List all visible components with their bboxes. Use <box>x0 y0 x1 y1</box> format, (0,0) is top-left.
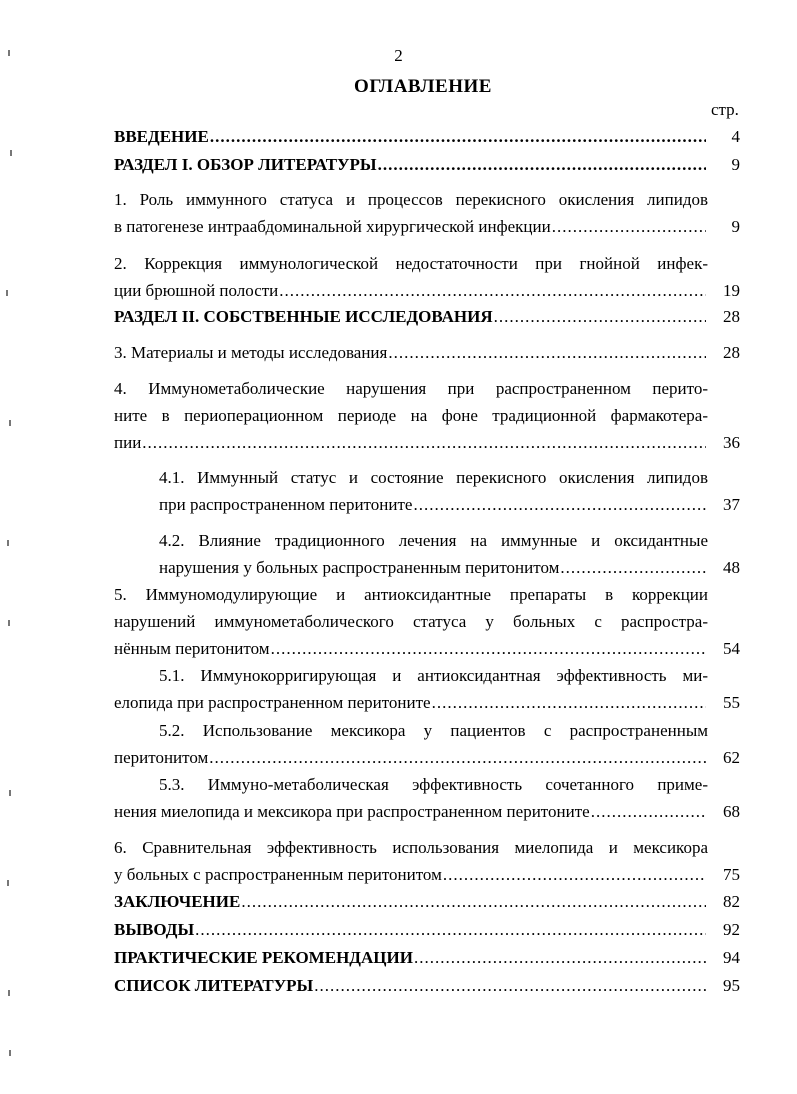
dot-leader <box>432 691 706 715</box>
toc-entry-text: ПРАКТИЧЕСКИЕ РЕКОМЕНДАЦИИ <box>114 948 413 967</box>
toc-entry-page: 92 <box>723 920 740 939</box>
toc-entry-page: 94 <box>723 948 740 967</box>
toc-entry-text: пии <box>114 433 142 452</box>
toc-entry-page: 9 <box>731 155 740 174</box>
toc-entry-text: 3. Материалы и методы исследования <box>114 343 388 362</box>
toc-entry-ch2-line1: 2. Коррекция иммунологической недостаточности при гнойной инфек- <box>114 254 708 273</box>
toc-entry-text: нарушения у больных распространенным перитонитом <box>159 558 560 577</box>
toc-entry-text: ЗАКЛЮЧЕНИЕ <box>114 892 241 911</box>
dot-leader <box>279 279 706 303</box>
toc-entry-ch1-line1: 1. Роль иммунного статуса и процессов перекисного окисления липидов <box>114 190 708 209</box>
toc-entry-findings <box>114 918 740 942</box>
dot-leader <box>560 556 706 580</box>
toc-entry-section-2 <box>114 305 740 329</box>
dot-leader <box>591 800 706 824</box>
toc-entry-ch5-3-line1: 5.3. Иммуно-метаболическая эффективность сочетанного приме- <box>159 775 708 794</box>
toc-entry-text: РАЗДЕЛ I. ОБЗОР ЛИТЕРАТУРЫ <box>114 155 377 174</box>
toc-entry-page: 48 <box>723 558 740 577</box>
page-number: 2 <box>394 46 403 65</box>
toc-entry-text: у больных с распространенным перитонитом <box>114 865 442 884</box>
toc-entry-ch4-2-line2 <box>159 556 740 580</box>
page-column-label: стр. <box>711 100 739 119</box>
toc-entry-text: ВЫВОДЫ <box>114 920 195 939</box>
dot-leader <box>142 431 706 455</box>
toc-entry-page: 55 <box>723 693 740 712</box>
toc-entry-text: елопида при распространенном перитоните <box>114 693 431 712</box>
toc-entry-text: ВВЕДЕНИЕ <box>114 127 209 146</box>
toc-entry-intro <box>114 125 740 149</box>
toc-entry-page: 9 <box>731 217 740 236</box>
toc-entry-page: 4 <box>731 127 740 146</box>
toc-entry-ch4-line1: 4. Иммунометаболические нарушения при распространенном перито- <box>114 379 708 398</box>
dot-leader <box>209 746 706 770</box>
toc-entry-ch5-2-line2 <box>114 746 740 770</box>
dot-leader <box>494 305 706 329</box>
toc-entry-ch6-line2 <box>114 863 740 887</box>
dot-leader <box>552 215 706 239</box>
toc-entry-page: 37 <box>723 495 740 514</box>
toc-entry-ch5-1-line1: 5.1. Иммунокорригирующая и антиоксидантная эффективность ми- <box>159 666 708 685</box>
toc-entry-page: 28 <box>723 307 740 326</box>
page-title: ОГЛАВЛЕНИЕ <box>354 76 492 97</box>
dot-leader <box>314 974 706 998</box>
toc-entry-ch1-line2 <box>114 215 740 239</box>
toc-entry-text: в патогенезе интраабдоминальной хирургической инфекции <box>114 217 551 236</box>
toc-entry-page: 36 <box>723 433 740 452</box>
toc-entry-text: нения миелопида и мексикора при распространенном перитоните <box>114 802 590 821</box>
toc-entry-page: 19 <box>723 281 740 300</box>
toc-entry-text: СПИСОК ЛИТЕРАТУРЫ <box>114 976 314 995</box>
toc-entry-text: перитонитом <box>114 748 209 767</box>
toc-entry-ch5-2-line1: 5.2. Использование мексикора у пациентов с распространенным <box>159 721 708 740</box>
toc-entry-text: нённым перитонитом <box>114 639 270 658</box>
toc-entry-recommendations <box>114 946 740 970</box>
toc-entry-page: 82 <box>723 892 740 911</box>
toc-entry-ch5-3-line2 <box>114 800 740 824</box>
toc-entry-page: 68 <box>723 802 740 821</box>
toc-entry-page: 95 <box>723 976 740 995</box>
toc-entry-conclusion <box>114 890 740 914</box>
toc-entry-text: ции брюшной полости <box>114 281 279 300</box>
toc-entry-ch5-line3 <box>114 637 740 661</box>
dot-leader <box>271 637 706 661</box>
toc-entry-page: 62 <box>723 748 740 767</box>
toc-entry-ch4-1-line1: 4.1. Иммунный статус и состояние перекисного окисления липидов <box>159 468 708 487</box>
toc-entry-ch4-line2: ните в периоперационном периоде на фоне традиционной фармакотера- <box>114 406 708 425</box>
dot-leader <box>241 890 706 914</box>
dot-leader <box>210 125 706 149</box>
toc-entry-ch4-2-line1: 4.2. Влияние традиционного лечения на иммунные и оксидантные <box>159 531 708 550</box>
toc-entry-ch3 <box>114 341 740 365</box>
dot-leader <box>413 493 706 517</box>
toc-entry-ch2-line2 <box>114 279 740 303</box>
toc-entry-text: РАЗДЕЛ II. СОБСТВЕННЫЕ ИССЛЕДОВАНИЯ <box>114 307 493 326</box>
toc-entry-ch4-line3 <box>114 431 740 455</box>
dot-leader <box>195 918 706 942</box>
dot-leader <box>414 946 706 970</box>
toc-entry-page: 75 <box>723 865 740 884</box>
toc-entry-ch5-line1: 5. Иммуномодулирующие и антиоксидантные препараты в коррекции <box>114 585 708 604</box>
toc-entry-ch6-line1: 6. Сравнительная эффективность использования миелопида и мексикора <box>114 838 708 857</box>
toc-entry-ch4-1-line2 <box>159 493 740 517</box>
toc-entry-text: при распространенном перитоните <box>159 495 413 514</box>
toc-entry-ch5-1-line2 <box>114 691 740 715</box>
dot-leader <box>443 863 706 887</box>
toc-entry-page: 54 <box>723 639 740 658</box>
dot-leader <box>378 153 706 177</box>
toc-entry-references <box>114 974 740 998</box>
toc-entry-section-1 <box>114 153 740 177</box>
toc-entry-ch5-line2: нарушений иммунометаболического статуса у больных с распростра- <box>114 612 708 631</box>
dot-leader <box>388 341 706 365</box>
toc-entry-page: 28 <box>723 343 740 362</box>
